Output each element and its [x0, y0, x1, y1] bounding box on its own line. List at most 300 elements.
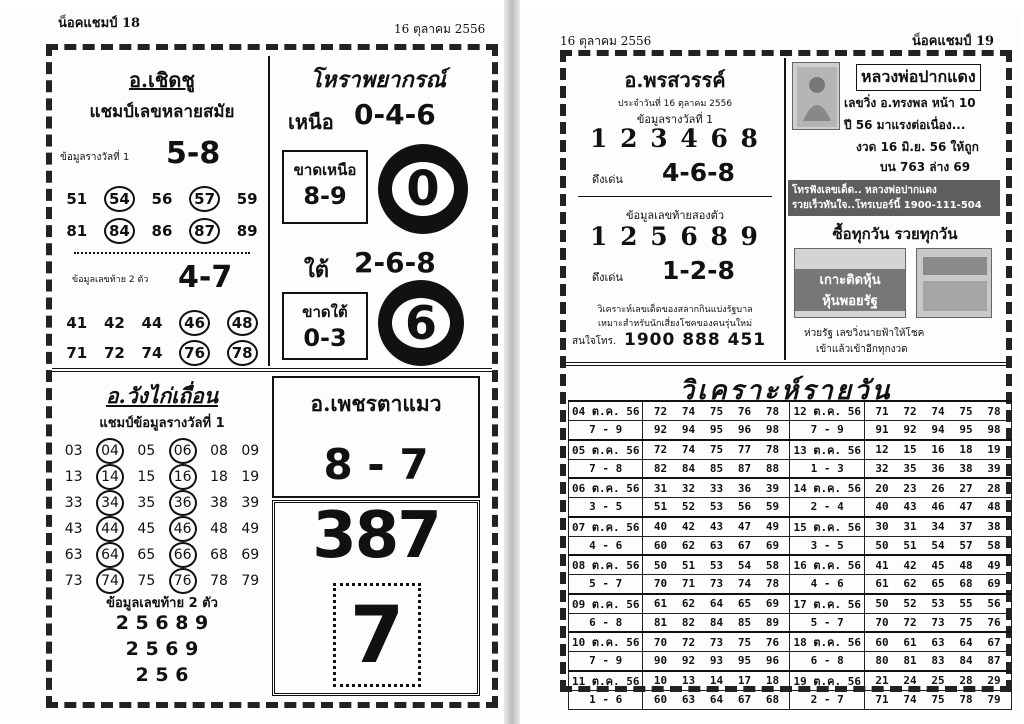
ponsawan-tail-digits: 1 2 5 6 8 9	[590, 222, 760, 251]
analysis-pair-left: 5 - 7	[569, 575, 643, 594]
analysis-number: 48	[959, 558, 973, 572]
analysis-number: 62	[903, 577, 917, 591]
analysis-numbers-left	[643, 594, 790, 614]
analysis-number: 18	[765, 674, 780, 687]
analysis-numbers-left-2	[643, 459, 790, 478]
analysis-number: 43	[903, 500, 917, 514]
analysis-number: 93	[709, 654, 724, 668]
horoscope-south-label: ใต้	[304, 258, 330, 283]
analysis-number: 89	[765, 615, 780, 629]
analysis-number: 59	[765, 500, 780, 514]
phetcharat-single-box	[333, 583, 421, 687]
ponsawan-phone-label: สนใจโทร.	[572, 336, 617, 347]
analysis-number: 39	[987, 461, 1001, 475]
ponsawan-prev-hot-label: ดึงเด่น	[592, 173, 623, 186]
wangkai-panel	[58, 374, 266, 700]
analysis-pair-right: 4 - 6	[790, 575, 864, 594]
horoscope-north-missing-box	[282, 150, 368, 224]
analysis-number: 96	[737, 423, 752, 437]
analysis-numbers-left-2	[643, 498, 790, 517]
analysis-number: 88	[765, 461, 780, 475]
analysis-number: 24	[903, 674, 917, 687]
phetcharat-single: 7	[349, 591, 405, 681]
analysis-number: 61	[653, 597, 668, 610]
analysis-number: 33	[709, 481, 724, 495]
analysis-number: 39	[765, 481, 780, 495]
analysis-number: 71	[875, 404, 889, 418]
wangkai-row-2: 13 14 15 16 18 19	[58, 464, 266, 490]
analysis-number: 53	[709, 500, 724, 514]
analysis-row	[569, 440, 1012, 460]
analysis-date-left: 10 ต.ค. 56	[569, 632, 643, 652]
ponsawan-tail-label: ข้อมูลเลขท้ายสองตัว	[625, 209, 725, 222]
analysis-number: 50	[875, 597, 889, 610]
wangkai-pyramid-1: 2 5 6 8 9	[115, 612, 209, 634]
wangkai-row-4: 43 44 45 46 48 49	[58, 516, 266, 542]
cherdchu-title: อ.เชิดชู	[129, 68, 195, 92]
analysis-numbers-right	[864, 555, 1011, 575]
analysis-number: 92	[653, 423, 668, 437]
analysis-numbers-right	[864, 440, 1011, 460]
right-mid-rule	[566, 362, 1006, 366]
analysis-pair-left: 4 - 6	[569, 536, 643, 555]
analysis-number: 76	[765, 635, 780, 649]
analysis-number: 75	[931, 693, 945, 706]
analysis-numbers-right	[864, 478, 1011, 498]
analysis-number: 82	[681, 615, 696, 629]
ponsawan-phone: 1900 888 451	[624, 330, 767, 350]
analysis-number: 75	[959, 404, 973, 418]
ad-headline: หลวงพ่อปากแดง	[856, 64, 981, 91]
analysis-number: 63	[931, 635, 945, 649]
horoscope-north-missing: 8-9	[303, 182, 347, 210]
analysis-date-right: 12 ต.ค. 56	[790, 401, 864, 421]
analysis-number: 29	[987, 674, 1001, 687]
analysis-number: 10	[653, 674, 668, 687]
cherdchu-row-2: 81 84 86 87 89	[58, 218, 266, 244]
analysis-number: 74	[931, 404, 945, 418]
ad-banner-2: รวยเร็วทันใจ..โทรเบอร์นี้ 1900-111-504	[792, 200, 982, 211]
analysis-number: 47	[737, 520, 752, 533]
analysis-number: 43	[709, 520, 724, 533]
analysis-number: 32	[875, 461, 889, 475]
analysis-number: 74	[903, 693, 917, 706]
analysis-number: 36	[931, 461, 945, 475]
analysis-numbers-right-2	[864, 421, 1011, 440]
analysis-number: 98	[987, 423, 1001, 437]
ad-slogan: ซื้อทุกวัน รวยทุกวัน	[832, 225, 958, 243]
analysis-number: 28	[987, 481, 1001, 495]
analysis-numbers-right	[864, 594, 1011, 614]
analysis-number: 87	[737, 461, 752, 475]
analysis-number: 94	[931, 423, 945, 437]
cherdchu-tail-label: ข้อมูลเลขท้าย 2 ตัว	[72, 275, 149, 285]
analysis-number: 72	[903, 615, 917, 629]
analysis-numbers-right	[864, 517, 1011, 537]
buddha-amulet-icon	[793, 63, 840, 130]
analysis-date-right: 14 ต.ค. 56	[790, 478, 864, 498]
analysis-number: 49	[765, 520, 780, 533]
analysis-number: 95	[959, 423, 973, 437]
ad-book-2-title: หุ้นพอยรัฐ	[795, 290, 905, 311]
analysis-date-right: 19 ต.ค. 56	[790, 671, 864, 691]
wangkai-tail-label: ข้อมูลเลขท้าย 2 ตัว	[106, 596, 218, 611]
analysis-row	[569, 421, 1012, 440]
analysis-number: 65	[931, 577, 945, 591]
left-header-brand: น็อคแชมป์ 18	[58, 16, 141, 31]
analysis-number: 53	[709, 558, 724, 572]
analysis-number: 20	[875, 481, 889, 495]
analysis-number: 58	[987, 538, 1001, 552]
analysis-row	[569, 690, 1012, 709]
left-mid-rule	[52, 368, 492, 372]
analysis-number: 34	[931, 520, 945, 533]
horoscope-south-missing: 0-3	[303, 324, 347, 352]
cherdchu-panel	[58, 56, 266, 366]
analysis-number: 98	[765, 423, 780, 437]
analysis-number: 74	[681, 443, 696, 456]
analysis-number: 78	[765, 404, 780, 418]
cherdchu-divider	[74, 252, 250, 254]
analysis-number: 19	[987, 443, 1001, 456]
analysis-date-right: 15 ต.ค. 56	[790, 517, 864, 537]
analysis-number: 51	[903, 538, 917, 552]
horoscope-north-disc	[378, 144, 468, 234]
analysis-numbers-left-2	[643, 652, 790, 671]
analysis-numbers-right	[864, 632, 1011, 652]
analysis-date-left: 04 ต.ค. 56	[569, 401, 643, 421]
analysis-date-left: 07 ต.ค. 56	[569, 517, 643, 537]
ad-line-2: ปี 56 มาแรงต่อเนื่อง...	[844, 118, 966, 132]
analysis-row	[569, 632, 1012, 652]
analysis-number: 45	[931, 558, 945, 572]
analysis-numbers-right-2	[864, 575, 1011, 594]
ad-panel	[784, 58, 1004, 360]
analysis-number: 26	[931, 481, 945, 495]
wangkai-row-6: 73 74 75 76 78 79	[58, 568, 266, 594]
analysis-number: 85	[737, 615, 752, 629]
analysis-number: 75	[709, 404, 724, 418]
analysis-number: 60	[875, 635, 889, 649]
analysis-date-right: 17 ต.ค. 56	[790, 594, 864, 614]
analysis-row	[569, 555, 1012, 575]
horoscope-north-disc-digit: 0	[392, 162, 454, 216]
analysis-pair-left: 7 - 8	[569, 459, 643, 478]
analysis-pair-right: 3 - 5	[790, 536, 864, 555]
analysis-number: 56	[737, 500, 752, 514]
ponsawan-prev-hot: 4-6-8	[662, 158, 735, 187]
analysis-numbers-right-2	[864, 536, 1011, 555]
analysis-number: 76	[737, 404, 752, 418]
ad-book-1	[794, 248, 906, 318]
analysis-row	[569, 478, 1012, 498]
analysis-number: 75	[709, 443, 724, 456]
analysis-number: 16	[931, 443, 945, 456]
analysis-number: 12	[875, 443, 889, 456]
analysis-number: 74	[737, 577, 752, 591]
ponsawan-prev-digits: 1 2 3 4 6 8	[590, 124, 760, 153]
phetcharat-title: อ.เพชรตาแมว	[310, 391, 442, 416]
analysis-number: 54	[737, 558, 752, 572]
ponsawan-panel	[568, 58, 782, 360]
ponsawan-tail-hot: 1-2-8	[662, 256, 735, 285]
analysis-number: 75	[959, 615, 973, 629]
analysis-row	[569, 517, 1012, 537]
analysis-number: 36	[737, 481, 752, 495]
analysis-numbers-left-2	[643, 690, 790, 709]
analysis-numbers-left	[643, 671, 790, 691]
analysis-row	[569, 671, 1012, 691]
ponsawan-prev-label: ข้อมูลรางวัลที่ 1	[636, 113, 714, 126]
phetcharat-numbers-box	[272, 500, 480, 696]
analysis-number: 46	[931, 500, 945, 514]
analysis-number: 71	[681, 577, 696, 591]
ponsawan-title: อ.พรสวรรค์	[624, 68, 726, 92]
analysis-row	[569, 575, 1012, 594]
analysis-number: 72	[653, 443, 668, 456]
analysis-date-left: 06 ต.ค. 56	[569, 478, 643, 498]
analysis-number: 38	[959, 461, 973, 475]
analysis-pair-right: 5 - 7	[790, 613, 864, 632]
analysis-number: 18	[959, 443, 973, 456]
analysis-number: 50	[875, 538, 889, 552]
analysis-number: 65	[737, 597, 752, 610]
analysis-number: 72	[653, 404, 668, 418]
analysis-number: 38	[987, 520, 1001, 533]
analysis-number: 84	[709, 615, 724, 629]
analysis-table	[568, 400, 1012, 710]
analysis-number: 54	[931, 538, 945, 552]
analysis-number: 64	[959, 635, 973, 649]
analysis-number: 69	[765, 538, 780, 552]
analysis-number: 81	[653, 615, 668, 629]
analysis-numbers-left-2	[643, 536, 790, 555]
ad-book-1-title: เกาะติดหุ้น	[795, 269, 905, 290]
analysis-number: 53	[931, 597, 945, 610]
analysis-numbers-left-2	[643, 421, 790, 440]
analysis-number: 28	[959, 674, 973, 687]
analysis-number: 37	[959, 520, 973, 533]
analysis-number: 75	[737, 635, 752, 649]
left-header-date: 16 ตุลาคม 2556	[394, 22, 486, 36]
ponsawan-tail-hot-label: ดึงเด่น	[592, 271, 623, 284]
analysis-number: 70	[653, 635, 668, 649]
analysis-date-left: 05 ต.ค. 56	[569, 440, 643, 460]
analysis-number: 68	[959, 577, 973, 591]
analysis-number: 84	[681, 461, 696, 475]
analysis-number: 96	[765, 654, 780, 668]
analysis-number: 64	[709, 597, 724, 610]
analysis-date-left: 09 ต.ค. 56	[569, 594, 643, 614]
analysis-number: 82	[653, 461, 668, 475]
wangkai-row-1: 03 04 05 06 08 09	[58, 438, 266, 464]
analysis-number: 67	[737, 693, 752, 706]
analysis-number: 67	[737, 538, 752, 552]
analysis-number: 60	[653, 693, 668, 706]
analysis-numbers-right-2	[864, 498, 1011, 517]
analysis-number: 61	[875, 577, 889, 591]
analysis-number: 41	[875, 558, 889, 572]
wangkai-title: อ.วังไก่เถื่อน	[105, 383, 219, 408]
analysis-number: 17	[737, 674, 752, 687]
horoscope-north-label: เหนือ	[288, 110, 334, 134]
analysis-numbers-right-2	[864, 613, 1011, 632]
analysis-date-right: 16 ต.ค. 56	[790, 555, 864, 575]
analysis-numbers-left	[643, 401, 790, 421]
horoscope-south-disc-digit: 6	[392, 298, 450, 348]
page-fold	[504, 0, 520, 724]
analysis-pair-left: 6 - 8	[569, 613, 643, 632]
analysis-number: 61	[903, 635, 917, 649]
analysis-number: 69	[765, 597, 780, 610]
analysis-number: 40	[653, 520, 668, 533]
analysis-number: 63	[681, 693, 696, 706]
analysis-number: 27	[959, 481, 973, 495]
analysis-numbers-left	[643, 632, 790, 652]
analysis-number: 15	[903, 443, 917, 456]
analysis-number: 69	[987, 577, 1001, 591]
wangkai-pyramid-2: 2 5 6 9	[125, 638, 199, 660]
analysis-number: 71	[875, 693, 889, 706]
analysis-number: 77	[737, 443, 752, 456]
analysis-number: 76	[987, 615, 1001, 629]
ad-banner-1: โทรฟังเลขเด็ด.. หลวงพ่อปากแดง	[792, 185, 937, 196]
analysis-number: 73	[709, 577, 724, 591]
analysis-number: 90	[653, 654, 668, 668]
analysis-number: 72	[681, 635, 696, 649]
wangkai-row-5: 63 64 65 66 68 69	[58, 542, 266, 568]
analysis-number: 51	[681, 558, 696, 572]
analysis-number: 70	[875, 615, 889, 629]
analysis-pair-right: 7 - 9	[790, 421, 864, 440]
analysis-number: 42	[681, 520, 696, 533]
magazine-cover-icon	[917, 249, 992, 318]
analysis-number: 87	[987, 654, 1001, 668]
analysis-number: 52	[903, 597, 917, 610]
analysis-number: 49	[987, 558, 1001, 572]
analysis-number: 47	[959, 500, 973, 514]
analysis-number: 67	[987, 635, 1001, 649]
analysis-number: 95	[737, 654, 752, 668]
analysis-pair-right: 1 - 3	[790, 459, 864, 478]
analysis-row	[569, 536, 1012, 555]
analysis-numbers-right-2	[864, 690, 1011, 709]
analysis-number: 35	[903, 461, 917, 475]
analysis-numbers-right-2	[864, 652, 1011, 671]
analysis-row	[569, 594, 1012, 614]
analysis-number: 52	[681, 500, 696, 514]
analysis-numbers-right-2	[864, 459, 1011, 478]
analysis-number: 81	[903, 654, 917, 668]
analysis-pair-left: 3 - 5	[569, 498, 643, 517]
analysis-number: 60	[653, 538, 668, 552]
analysis-number: 31	[653, 481, 668, 495]
analysis-pair-left: 1 - 6	[569, 690, 643, 709]
wangkai-subtitle: แชมป์ข้อมูลรางวัลที่ 1	[99, 416, 225, 431]
analysis-number: 73	[709, 635, 724, 649]
analysis-pair-right: 6 - 8	[790, 652, 864, 671]
right-page	[520, 10, 1020, 716]
analysis-number: 58	[765, 558, 780, 572]
ad-book-2	[916, 248, 992, 318]
analysis-number: 72	[903, 404, 917, 418]
ad-caption-1: ห่วยรัฐ เลขวิ่งนายฟ้าให้โชค	[804, 328, 925, 339]
analysis-number: 21	[875, 674, 889, 687]
horoscope-north-missing-label: ขาดเหนือ	[293, 161, 357, 179]
horoscope-title: โหราพยากรณ์	[310, 67, 446, 93]
analysis-date-right: 18 ต.ค. 56	[790, 632, 864, 652]
ad-amulet-image	[792, 62, 840, 130]
analysis-number: 85	[709, 461, 724, 475]
analysis-number: 40	[875, 500, 889, 514]
analysis-numbers-right	[864, 671, 1011, 691]
ponsawan-issue: ประจำวันที่ 16 ตุลาคม 2556	[617, 99, 733, 109]
horoscope-south-missing-label: ขาดใต้	[302, 303, 348, 321]
right-header-brand: น็อคแชมป์ 19	[912, 34, 995, 49]
analysis-number: 78	[959, 693, 973, 706]
analysis-number: 57	[959, 538, 973, 552]
analysis-numbers-left-2	[643, 575, 790, 594]
wangkai-row-3: 33 34 35 36 38 39	[58, 490, 266, 516]
analysis-row	[569, 401, 1012, 421]
analysis-number: 63	[709, 538, 724, 552]
analysis-pair-left: 7 - 9	[569, 421, 643, 440]
horoscope-south-digits: 2-6-8	[354, 246, 436, 279]
ponsawan-divider	[578, 196, 772, 197]
analysis-number: 42	[903, 558, 917, 572]
wangkai-pyramid-3: 2 5 6	[135, 664, 189, 686]
analysis-row	[569, 652, 1012, 671]
analysis-number: 91	[875, 423, 889, 437]
analysis-numbers-left	[643, 517, 790, 537]
analysis-date-left: 11 ต.ค. 56	[569, 671, 643, 691]
analysis-number: 70	[653, 577, 668, 591]
analysis-number: 73	[931, 615, 945, 629]
analysis-number: 23	[903, 481, 917, 495]
left-page	[6, 10, 504, 716]
analysis-number: 31	[903, 520, 917, 533]
analysis-number: 94	[681, 423, 696, 437]
analysis-date-left: 08 ต.ค. 56	[569, 555, 643, 575]
analysis-number: 80	[875, 654, 889, 668]
analysis-title: วิเคราะห์รายวัน	[679, 376, 893, 406]
ponsawan-note-2: เหมาะสำหรับนักเสี่ยงโชคของคนรุ่นใหม่	[597, 319, 753, 329]
ad-caption-2: เข้าแล้วเข้าอีกทุกงวด	[816, 344, 908, 355]
analysis-row	[569, 498, 1012, 517]
cherdchu-prev-pair: 5-8	[166, 136, 221, 171]
analysis-number: 79	[987, 693, 1001, 706]
analysis-numbers-left-2	[643, 613, 790, 632]
analysis-numbers-left	[643, 478, 790, 498]
analysis-number: 32	[681, 481, 696, 495]
analysis-number: 78	[987, 404, 1001, 418]
analysis-number: 51	[653, 500, 668, 514]
analysis-number: 83	[931, 654, 945, 668]
cherdchu-tail-pair: 4-7	[178, 260, 233, 295]
analysis-pair-left: 7 - 9	[569, 652, 643, 671]
horoscope-panel	[268, 56, 486, 366]
analysis-number: 25	[931, 674, 945, 687]
ad-line-4: บน 763 ล่าง 69	[880, 160, 971, 174]
ad-line-1: เลขวิ่ง อ.ทรงพล หน้า 10	[844, 96, 976, 110]
phetcharat-pair: 8 - 7	[323, 440, 429, 489]
cherdchu-subtitle: แชมป์เลขหลายสมัย	[89, 102, 235, 122]
horoscope-north-digits: 0-4-6	[354, 98, 436, 131]
ad-line-3: งวด 16 มิ.ย. 56 ให้ถูก	[856, 140, 979, 154]
phetcharat-three: 387	[312, 500, 440, 573]
analysis-number: 92	[903, 423, 917, 437]
analysis-number: 68	[765, 693, 780, 706]
